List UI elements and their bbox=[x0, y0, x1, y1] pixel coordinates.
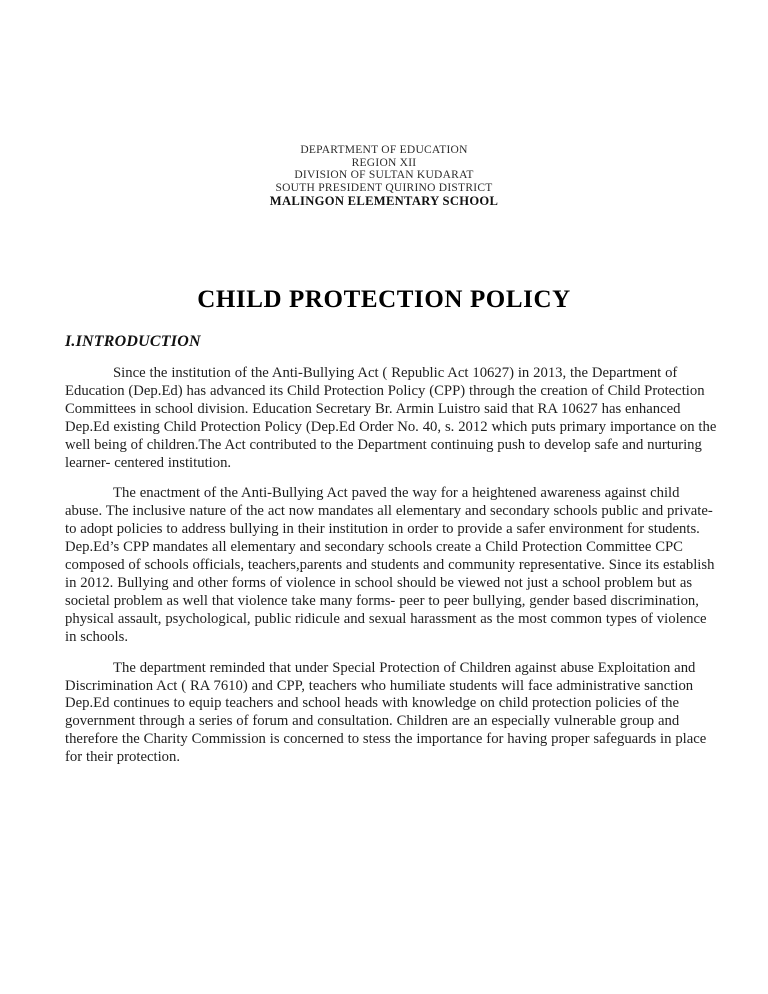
letterhead-block bbox=[0, 144, 768, 208]
paragraph: The enactment of the Anti-Bullying Act paved the way for a heightened awareness against child abuse. The inclusive nature of the act now mandates all elementary and secondary schools public and private- to adopt policies to address bullying in their institution in order to provide a safer environment for students. Dep.Ed’s CPP mandates all elementary and secondary schools create a Child Protection Committee CPC composed of schools officials, teachers,parents and students and community representative. Since its establish in 2012. Bullying and other forms of violence in school should be viewed not just a school problem but as societal problem as well that violence take many forms- peer to peer bullying, gender based discrimination, physical assault, psychological, public ridicule and sexual harassment as the most common types of violence in schools. bbox=[65, 485, 715, 645]
paragraph: Since the institution of the Anti-Bullying Act ( Republic Act 10627) in 2013, the Department of Education (Dep.Ed) has advanced its Child Protection Policy (CPP) through the creation of Child Protection Committees in school division. Education Secretary Br. Armin Luistro said that RA 10627 has enhanced Dep.Ed existing Child Protection Policy (Dep.Ed Order No. 40, s. 2012 which puts primary importance on the well being of children.The Act contributed to the Department continuing push to develop safe and nurturing learner- centered institution. bbox=[65, 365, 717, 471]
letterhead-school-name: MALINGON ELEMENTARY SCHOOL bbox=[269, 194, 499, 209]
letterhead-line-region: REGION XII bbox=[351, 156, 417, 169]
paragraph: The department reminded that under Special Protection of Children against abuse Exploitation and Discrimination Act ( RA 7610) and CPP, teachers who humiliate students will face administrative sanction Dep.Ed continues to equip teachers and school heads with knowledge on child protection policies of the government through a series of forum and consultation. Children are an especially vulnerable group and therefore the Charity Commission is concerned to stess the importance for having proper safeguards in place for their protection. bbox=[65, 659, 707, 766]
document-body bbox=[65, 332, 718, 767]
section-heading-introduction: I.INTRODUCTION bbox=[65, 333, 201, 350]
letterhead-line-department: DEPARTMENT OF EDUCATION bbox=[300, 144, 468, 156]
letterhead-line-division: DIVISION OF SULTAN KUDARAT bbox=[294, 169, 474, 182]
letterhead-line-district: SOUTH PRESIDENT QUIRINO DISTRICT bbox=[275, 181, 493, 194]
page-title: CHILD PROTECTION POLICY bbox=[197, 285, 571, 313]
